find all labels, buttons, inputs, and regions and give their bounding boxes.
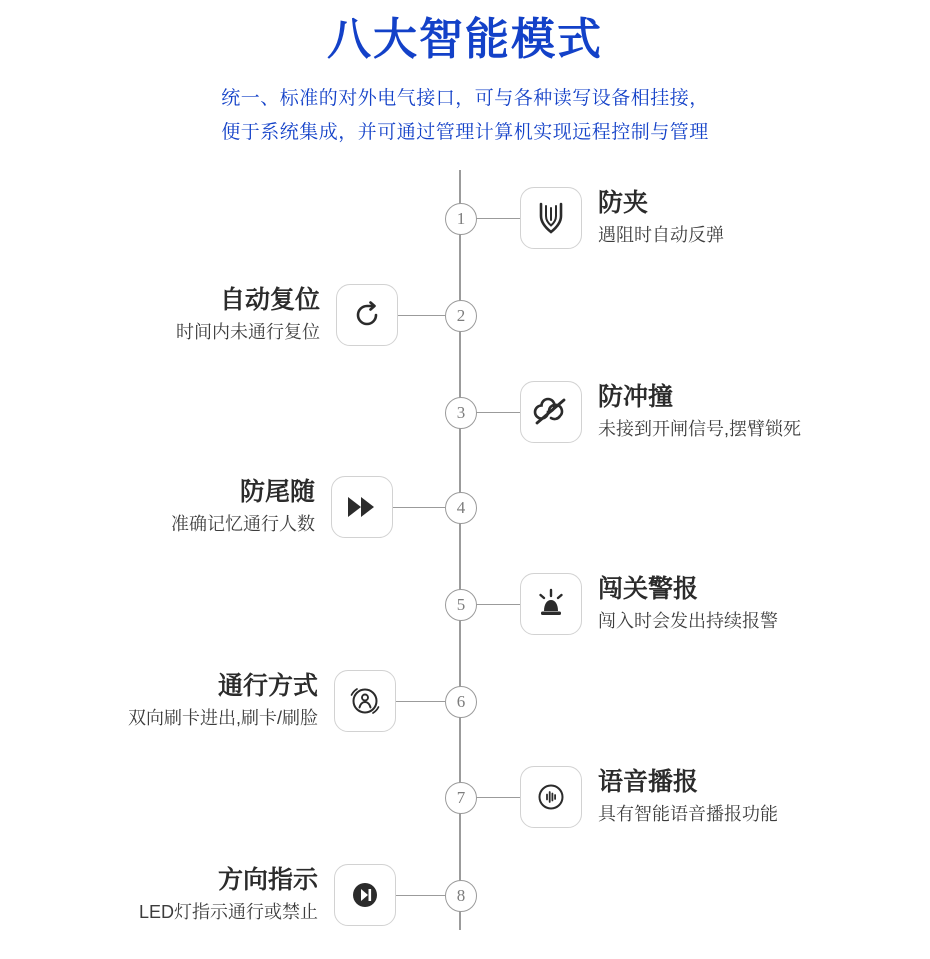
item-6-texts: [48, 670, 318, 732]
connector-7: [476, 797, 520, 798]
item-1: [520, 187, 724, 249]
item-3-desc: 未接到开闸信号,摆臂锁死: [598, 419, 801, 439]
item-5-desc: 闯入时会发出持续报警: [598, 611, 778, 631]
item-8-desc: LED灯指示通行或禁止: [138, 902, 318, 922]
item-4-title: 防尾随: [239, 478, 315, 506]
item-2-desc: 时间内未通行复位: [176, 322, 320, 342]
connector-5: [476, 604, 520, 605]
item-3-texts: [598, 381, 801, 443]
connector-3: [476, 412, 520, 413]
item-5: [520, 573, 778, 635]
item-1-title: 防夹: [598, 189, 649, 217]
anti-tailgating-icon: [331, 476, 393, 538]
item-3: [520, 381, 801, 443]
timeline-node-2: 2: [445, 300, 477, 332]
item-2-texts: [100, 284, 320, 346]
subtitle-line-2: 便于系统集成，并可通过管理计算机实现远程控制与管理: [221, 122, 709, 143]
voice-broadcast-icon: [520, 766, 582, 828]
item-3-title: 防冲撞: [598, 383, 674, 411]
connector-1: [476, 218, 520, 219]
item-4-texts: [98, 476, 315, 538]
item-1-desc: 遇阻时自动反弹: [598, 225, 724, 245]
item-4: [98, 476, 393, 538]
page-subtitle: [0, 82, 930, 150]
timeline-node-4: 4: [445, 492, 477, 524]
item-7-desc: 具有智能语音播报功能: [598, 804, 778, 824]
timeline-node-5: 5: [445, 589, 477, 621]
auto-reset-icon: [336, 284, 398, 346]
item-5-title: 闯关警报: [598, 575, 699, 603]
anti-collision-icon: [520, 381, 582, 443]
pinch-protection-icon: [520, 187, 582, 249]
item-6-title: 通行方式: [217, 672, 318, 700]
timeline-node-8: 8: [445, 880, 477, 912]
subtitle-line-1: 统一、标准的对外电气接口，可与各种读写设备相挂接，: [221, 88, 709, 109]
item-8: [58, 864, 396, 926]
item-7-title: 语音播报: [598, 768, 699, 796]
passage-mode-icon: [334, 670, 396, 732]
direction-indicator-icon: [334, 864, 396, 926]
item-1-texts: [598, 187, 724, 249]
item-7: [520, 766, 778, 828]
item-6: [48, 670, 396, 732]
timeline-node-6: 6: [445, 686, 477, 718]
item-2: [100, 284, 398, 346]
item-6-desc: 双向刷卡进出,刷卡/刷脸: [127, 708, 318, 728]
timeline-node-3: 3: [445, 397, 477, 429]
item-2-title: 自动复位: [219, 286, 320, 314]
item-5-texts: [598, 573, 778, 635]
item-8-texts: [58, 864, 318, 926]
item-4-desc: 准确记忆通行人数: [171, 514, 315, 534]
item-8-title: 方向指示: [217, 866, 318, 894]
page-title: 八大智能模式: [327, 15, 603, 64]
timeline-node-1: 1: [445, 203, 477, 235]
alarm-light-icon: [520, 573, 582, 635]
timeline-node-7: 7: [445, 782, 477, 814]
timeline-axis: [459, 170, 461, 930]
item-7-texts: [598, 766, 778, 828]
